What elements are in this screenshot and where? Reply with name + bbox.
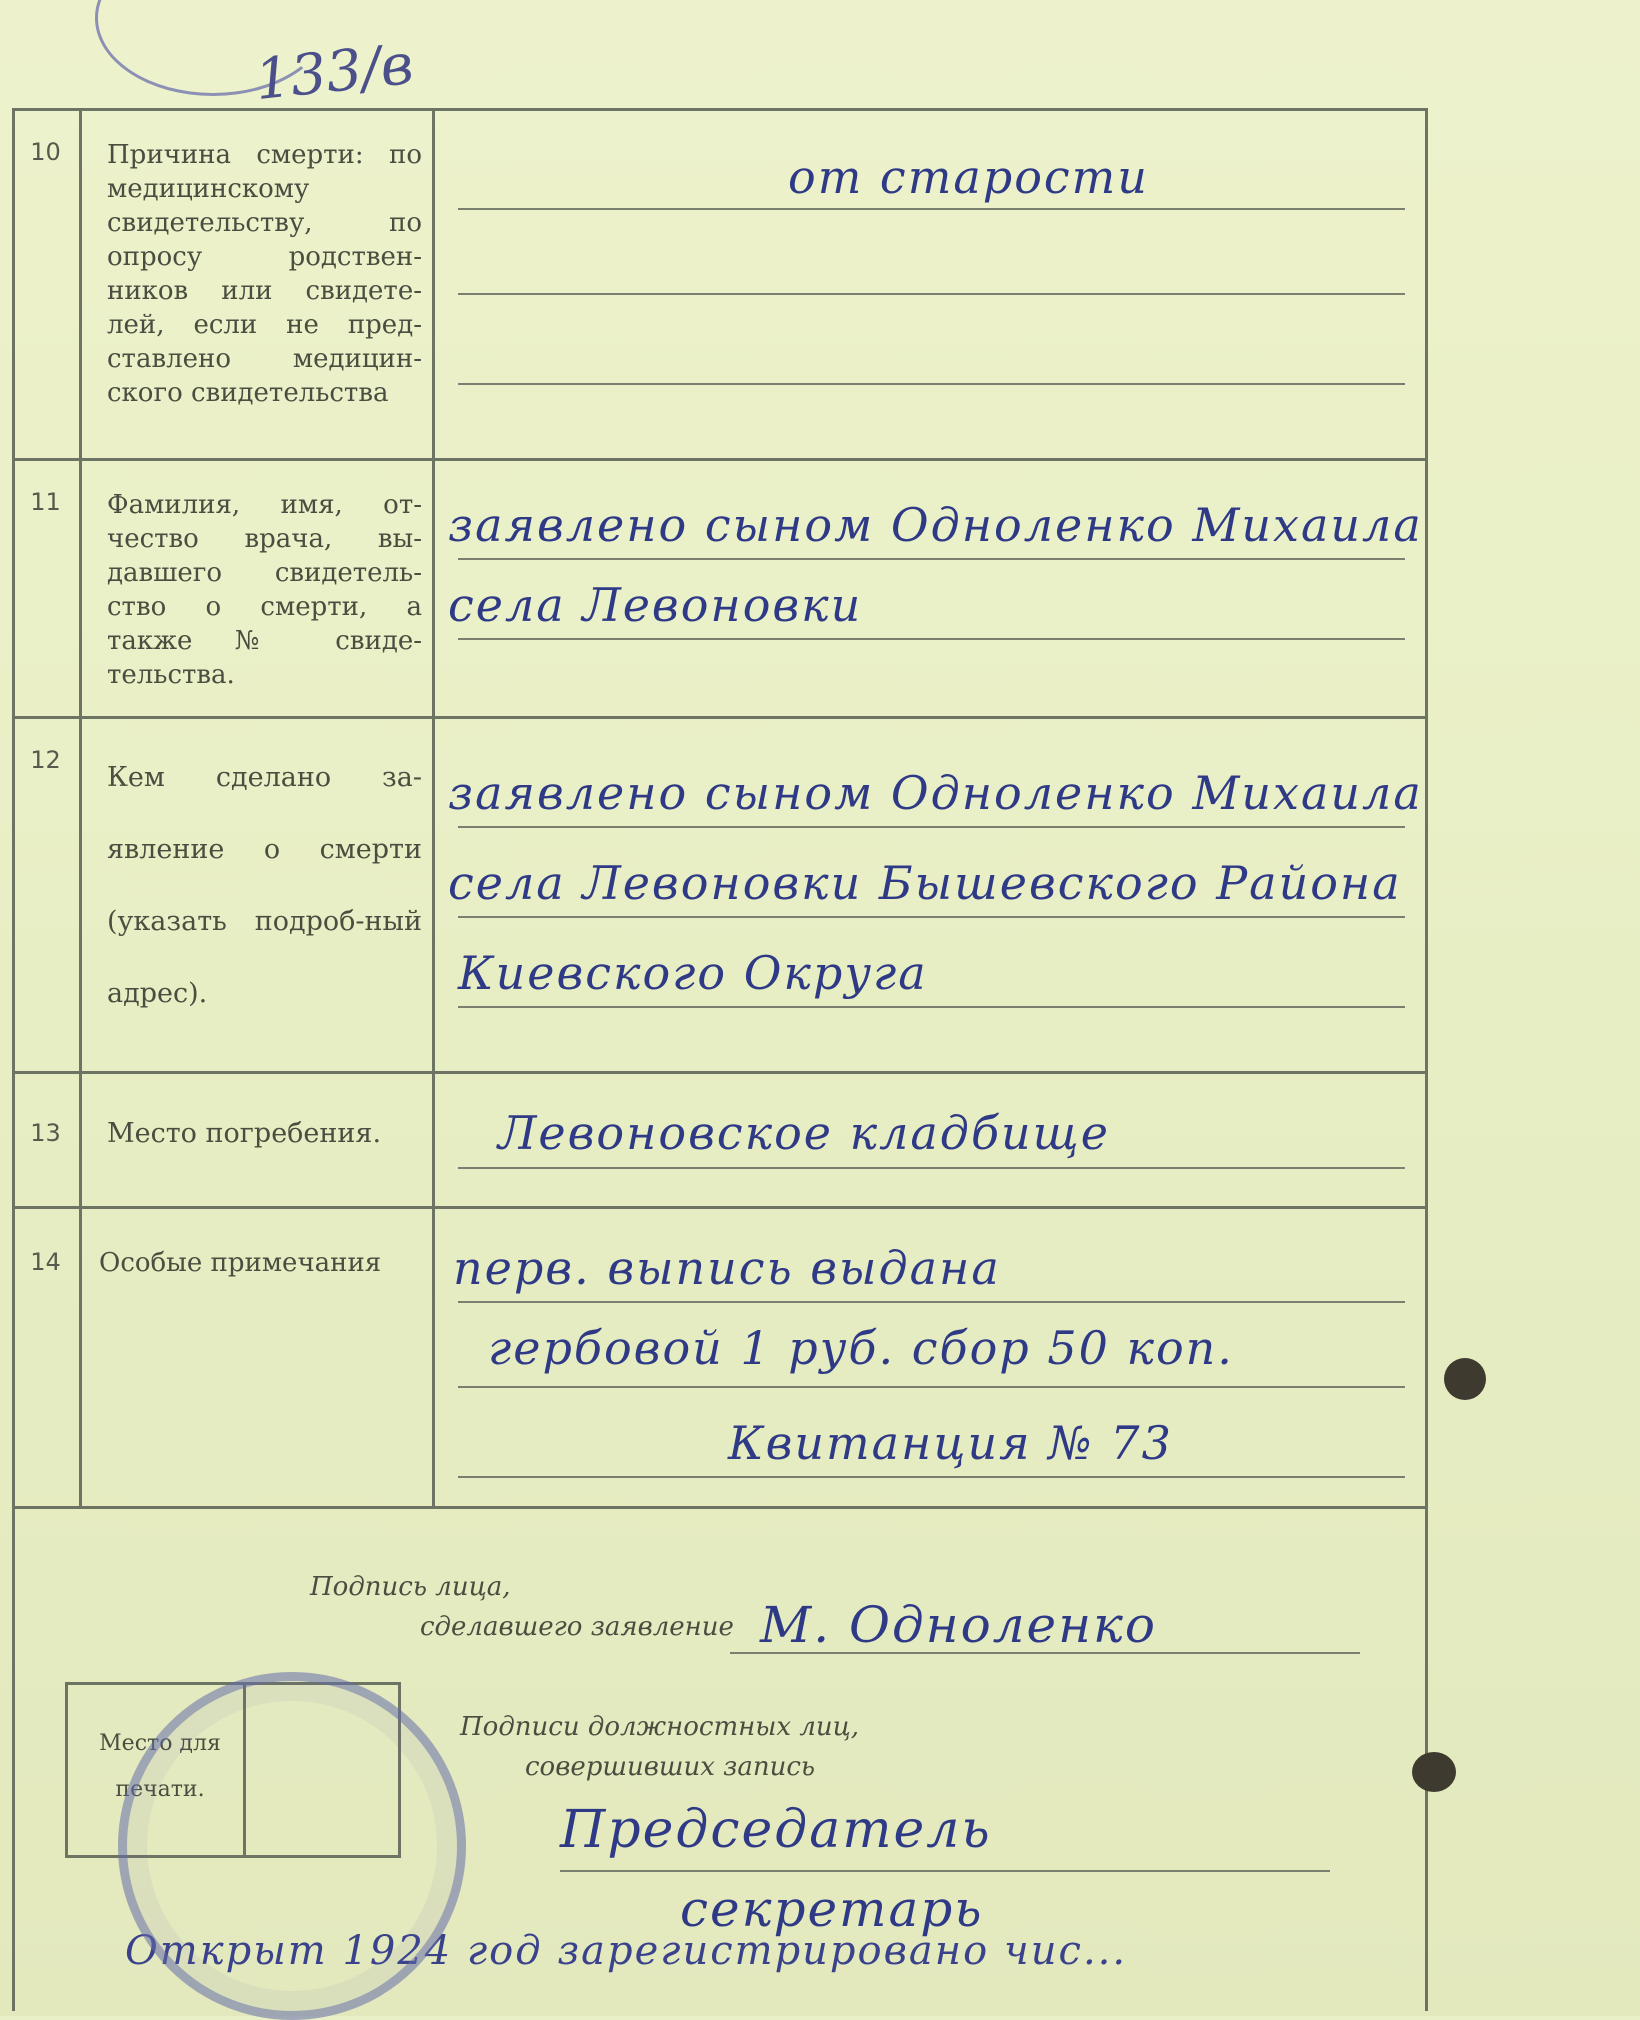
- declarant-signature: М. Одноленко: [760, 1596, 1158, 1654]
- row-label: Кем сделано за-явление о смерти (указать подроб-ный адрес).: [85, 716, 435, 1071]
- handwritten-value: Левоновское кладбище: [498, 1106, 1110, 1160]
- seal-place-label: Место для печати.: [99, 1731, 221, 1802]
- value-rule: [458, 1006, 1405, 1008]
- value-rule: [458, 638, 1405, 640]
- value-rule: [458, 208, 1405, 210]
- value-rule: [458, 1476, 1405, 1478]
- value-rule: [458, 293, 1405, 295]
- value-rule: [458, 1167, 1405, 1169]
- handwritten-value: села Левоновки Бышевского Района: [448, 856, 1402, 910]
- handwritten-value: перв. выпись выдана: [453, 1241, 1001, 1295]
- row-value: [438, 458, 1425, 716]
- declarant-label: сделавшего заявление: [420, 1612, 734, 1642]
- handwritten-value: Киевского Округа: [458, 946, 928, 1000]
- archive-number: 133/в: [252, 31, 417, 114]
- row-label: Причина смерти: по медицинскому свидетельству, по опросу родствен-ников или свидете-лей, если не пред-ставлено медицин-ского свидетельства: [85, 108, 435, 458]
- handwritten-value: села Левоновки: [448, 578, 863, 632]
- official-signature: Председатель: [560, 1800, 992, 1860]
- value-rule: [458, 1386, 1405, 1388]
- form-row-10: [12, 108, 1425, 461]
- row-value: [438, 1071, 1425, 1206]
- value-rule: [458, 558, 1405, 560]
- value-rule: [458, 916, 1405, 918]
- row-label: Фамилия, имя, от-чество врача, вы-давшего свидетель-ство о смерти, а также № свиде-тельства.: [85, 458, 435, 716]
- row-number: 11: [12, 458, 82, 716]
- official-signature: секретарь: [680, 1880, 984, 1938]
- bottom-handwritten-note: Открыт 1924 год зарегистрировано чис...: [125, 1928, 1128, 1974]
- row-value: [438, 1206, 1425, 1506]
- row-number: 12: [12, 716, 82, 1071]
- row-value: [438, 716, 1425, 1071]
- handwritten-value: заявлено сыном Одноленко Михаила: [448, 498, 1423, 552]
- signature-rule: [730, 1652, 1360, 1654]
- officials-label: Подписи должностных лиц,: [460, 1712, 860, 1742]
- handwritten-value: гербовой 1 руб. сбор 50 коп.: [488, 1321, 1234, 1375]
- form-row-14: [12, 1206, 1425, 1509]
- binding-hole: [1412, 1752, 1456, 1792]
- row-value: [438, 108, 1425, 458]
- row-label: Особые примечания: [85, 1206, 435, 1506]
- form-row-12: [12, 716, 1425, 1074]
- binding-hole: [1444, 1358, 1486, 1400]
- signature-rule: [560, 1870, 1330, 1872]
- handwritten-value: Квитанция № 73: [728, 1416, 1173, 1470]
- value-rule: [458, 1301, 1405, 1303]
- row-number: 10: [12, 108, 82, 458]
- declarant-label: Подпись лица,: [310, 1572, 511, 1602]
- round-seal: [118, 1672, 466, 2020]
- form-row-13: [12, 1071, 1425, 1209]
- handwritten-value: заявлено сыном Одноленко Михаила: [448, 766, 1423, 820]
- handwritten-value: от старости: [788, 150, 1149, 204]
- form-row-11: [12, 458, 1425, 719]
- value-rule: [458, 383, 1405, 385]
- row-number: 13: [12, 1071, 82, 1206]
- row-label: Место погребения.: [85, 1071, 435, 1206]
- value-rule: [458, 826, 1405, 828]
- row-number: 14: [12, 1206, 82, 1506]
- officials-label: совершивших запись: [525, 1752, 816, 1782]
